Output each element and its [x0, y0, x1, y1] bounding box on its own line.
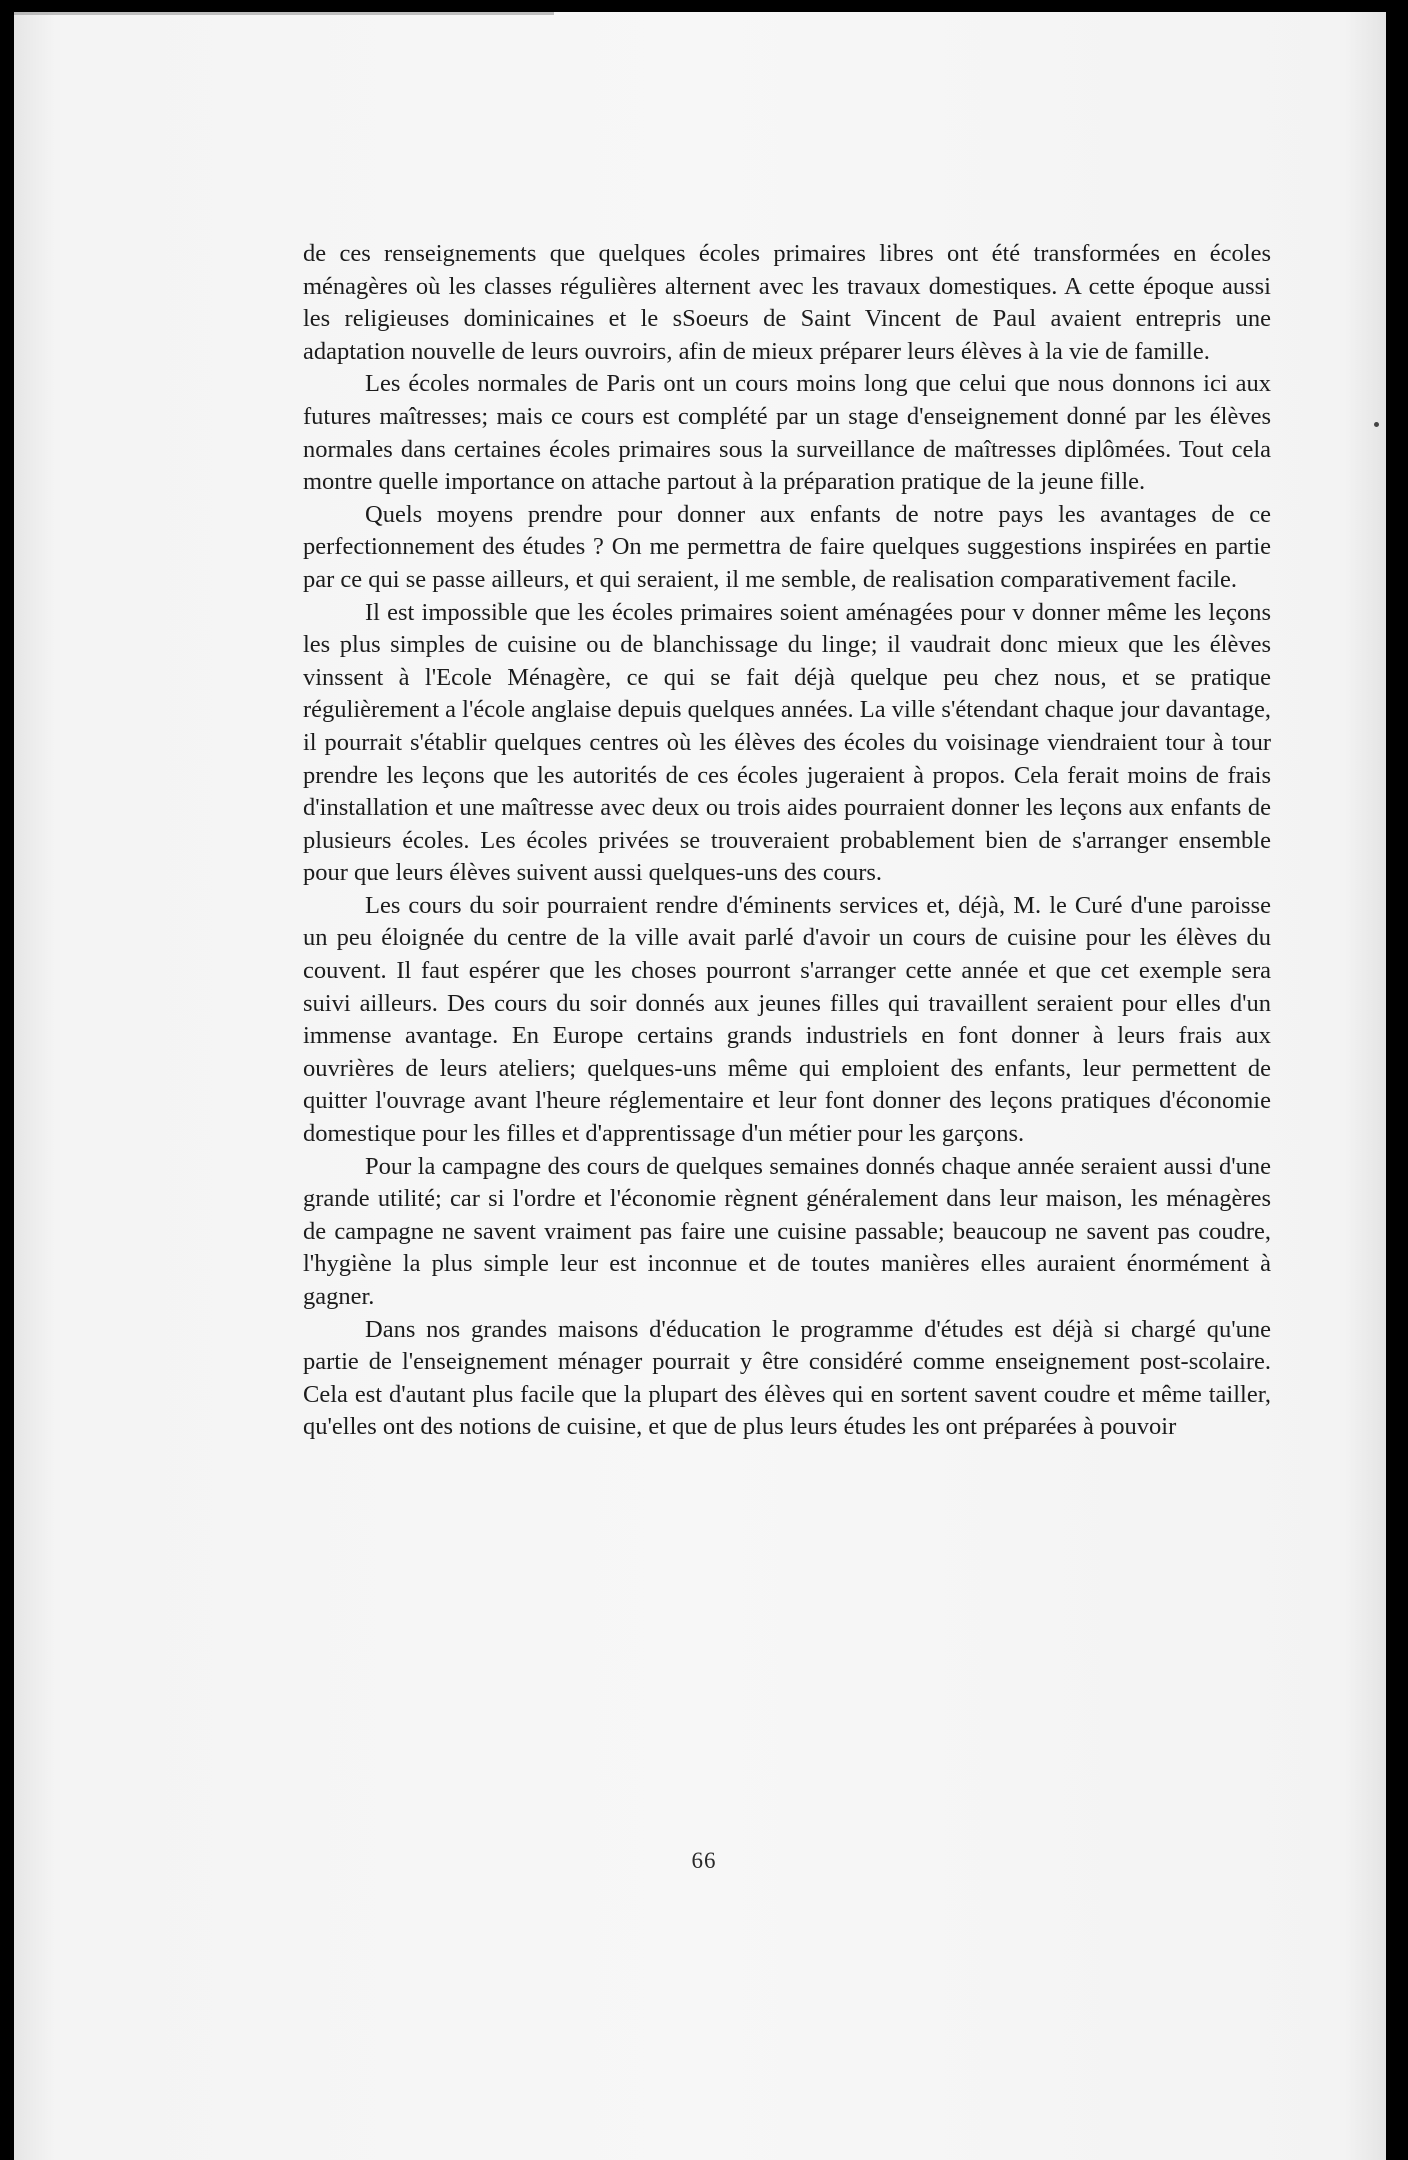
- margin-speck: [1374, 422, 1379, 427]
- body-text: [303, 238, 1271, 1444]
- scan-edge-mark: [14, 12, 554, 15]
- paragraph-7: Dans nos grandes maisons d'éducation le programme d'études est déjà si chargé qu'une partie de l'enseignement ménager pourrait y être considéré comme enseignement post-scolaire. Cela est d'autant plus facile que la plupart des élèves qui en sortent savent coudre et même tailler, qu'elles ont des notions de cuisine, et que de plus leurs études les ont préparées à pouvoir: [303, 1315, 1271, 1441]
- page-number: 66: [691, 1848, 717, 1873]
- paragraph-5: Les cours du soir pourraient rendre d'éminents services et, déjà, M. le Curé d'une paroisse un peu éloignée du centre de la ville avait parlé d'avoir un cours de cuisine pour les élèves du couvent. Il faut espérer que les choses pourront s'arranger cette année et que cet exemple sera suivi ailleurs. Des cours du soir donnés aux jeunes filles qui travaillent seraient pour elles d'un immense avantage. En Europe certains grands industriels en font donner à leurs frais aux ouvrières de leurs ateliers; quelques-uns même qui emploient des enfants, leur permettent de quitter l'ouvrage avant l'heure réglementaire et leur font donner des leçons pratiques d'économie domestique pour les filles et d'apprentissage d'un métier pour les garçons.: [303, 891, 1271, 1148]
- paragraph-6: Pour la campagne des cours de quelques semaines donnés chaque année seraient aussi d'une grande utilité; car si l'ordre et l'économie règnent généralement dans leur maison, les ménagères de campagne ne savent vraiment pas faire une cuisine passable; beaucoup ne savent pas coudre, l'hygiène la plus simple leur est inconnue et de toutes manières elles auraient énormément à gagner.: [303, 1152, 1271, 1310]
- paragraph-4: Il est impossible que les écoles primaires soient aménagées pour v donner même les leçons les plus simples de cuisine ou de blanchissage du linge; il vaudrait donc mieux que les élèves vinssent à l'Ecole Ménagère, ce qui se fait déjà quelque peu chez nous, et se pratique régulièrement a l'école anglaise depuis quelques années. La ville s'étendant chaque jour davantage, il pourrait s'établir quelques centres où les élèves des écoles du voisinage viendraient tour à tour prendre les leçons que les autorités de ces écoles jugeraient à propos. Cela ferait moins de frais d'installation et une maîtresse avec deux ou trois aides pourraient donner les leçons aux enfants de plusieurs écoles. Les écoles privées se trouveraient probablement bien de s'arranger ensemble pour que leurs élèves suivent aussi quelques-uns des cours.: [303, 598, 1272, 887]
- paragraph-2: Les écoles normales de Paris ont un cours moins long que celui que nous donnons ici aux futures maîtresses; mais ce cours est complété par un stage d'enseignement donné par les élèves normales dans certaines écoles primaires sous la surveillance de maîtresses diplômées. Tout cela montre quelle importance on attache partout à la préparation pratique de la jeune fille.: [303, 370, 1271, 496]
- paragraph-1: de ces renseignements que quelques écoles primaires libres ont été transformées en écoles ménagères où les classes régulières alternent avec les travaux domestiques. A cette époque aussi les religieuses dominicaines et le sSoeurs de Saint Vincent de Paul avaient entrepris une adaptation nouvelle de leurs ouvroirs, afin de mieux préparer leurs élèves à la vie de famille.: [303, 240, 1271, 365]
- paragraph-3: Quels moyens prendre pour donner aux enfants de notre pays les avantages de ce perfectionnement des études ? On me permettra de faire quelques suggestions inspirées en partie par ce qui se passe ailleurs, et qui seraient, il me semble, de realisation comparativement facile.: [303, 500, 1271, 593]
